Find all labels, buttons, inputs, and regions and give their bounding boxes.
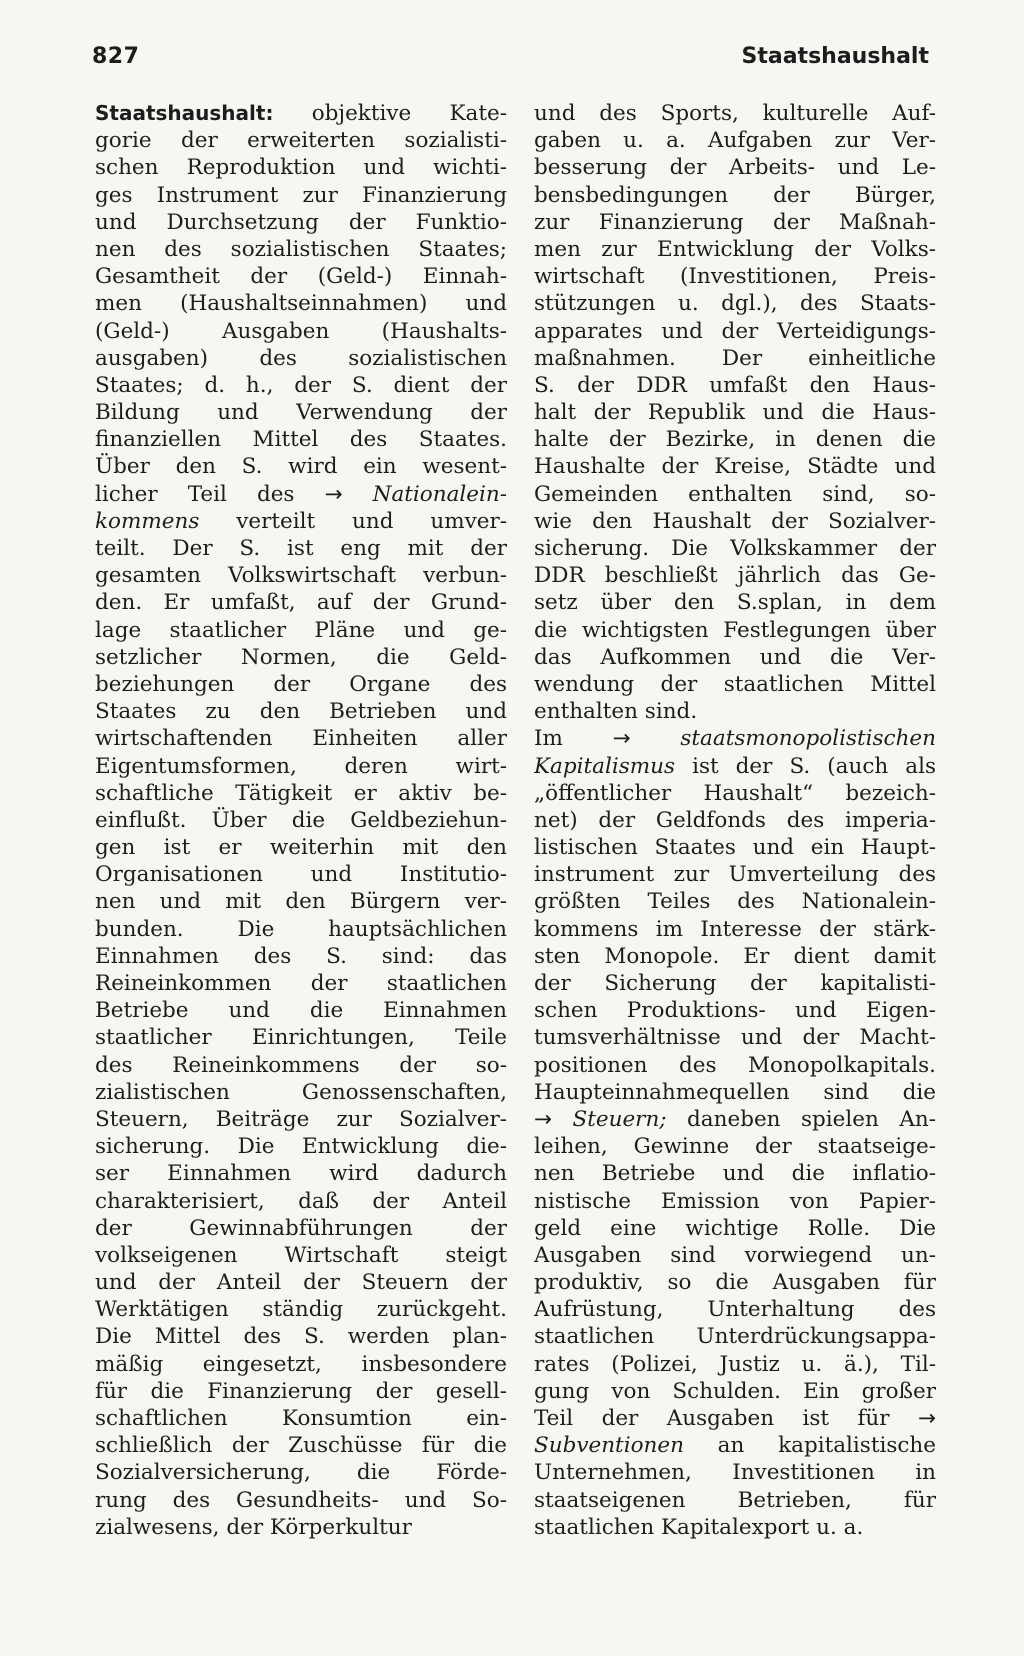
line-text: staatlicher Einrichtungen, Teile	[95, 1025, 507, 1051]
line-text: halte der Bezirke, in denen die	[534, 427, 936, 453]
text-line	[534, 535, 936, 562]
text-line	[534, 1106, 936, 1133]
line-text: zialistischen Genossenschaften,	[95, 1079, 507, 1105]
text-line	[95, 290, 507, 317]
text-line	[534, 318, 936, 345]
text-line	[534, 508, 936, 535]
text-line	[534, 644, 936, 671]
line-text: staatseigenen Betrieben, für	[534, 1487, 936, 1513]
line-text: (Geld-) Ausgaben (Haushalts-	[95, 318, 507, 344]
cross-reference-term: staatsmonopolistischen	[630, 726, 936, 752]
text-line	[95, 1133, 507, 1160]
line-text: schen Produktions- und Eigen-	[534, 998, 936, 1024]
line-text: Unternehmen, Investitionen in	[534, 1460, 936, 1486]
text-line	[95, 1514, 507, 1541]
text-line	[95, 834, 507, 861]
running-title: Staatshaushalt	[741, 44, 929, 69]
text-line	[534, 345, 936, 372]
text-line	[95, 1215, 507, 1242]
text-line	[95, 644, 507, 671]
line-text: der Sicherung der kapitalisti-	[534, 971, 936, 996]
text-line	[534, 943, 936, 970]
text-line	[534, 698, 936, 725]
line-text: Gemeinden enthalten sind, so-	[534, 481, 936, 507]
line-text: Aufrüstung, Unterhaltung des	[534, 1297, 936, 1323]
running-header	[92, 44, 929, 84]
line-text: Im	[534, 726, 613, 752]
line-text: wendung der staatlichen Mittel	[534, 671, 936, 697]
text-line	[95, 671, 507, 698]
line-text: sicherung. Die Volkskammer der	[534, 536, 936, 561]
line-text: nistische Emission von Papier-	[534, 1188, 936, 1214]
line-text: stützungen u. dgl.), des Staats-	[534, 291, 936, 317]
line-text: licher Teil des	[95, 481, 325, 507]
text-line	[95, 1296, 507, 1323]
line-text: schließlich der Zuschüsse für die	[95, 1433, 507, 1459]
text-line	[95, 481, 507, 508]
text-line	[95, 1079, 507, 1106]
text-line	[95, 970, 507, 997]
line-text: sten Monopole. Er dient damit	[534, 943, 936, 969]
line-text: schaftliche Tätigkeit er aktiv be-	[95, 780, 507, 806]
line-text: besserung der Arbeits- und Le-	[534, 155, 936, 181]
text-line	[95, 780, 507, 807]
text-line	[534, 372, 936, 399]
line-text: produktiv, so die Ausgaben für	[534, 1270, 936, 1296]
text-line	[534, 1242, 936, 1269]
line-text: Werktätigen ständig zurückgeht.	[95, 1297, 507, 1323]
text-line	[95, 154, 507, 181]
line-text: Haupteinnahmequellen sind die	[534, 1079, 936, 1105]
line-text: ist der S. (auch als	[675, 753, 936, 779]
line-text: zur Finanzierung der Maßnah-	[534, 209, 936, 235]
text-line	[95, 372, 507, 399]
line-text: sicherung. Die Entwicklung die-	[95, 1134, 507, 1160]
line-text: Einnahmen des S. sind: das	[95, 943, 507, 969]
text-line	[95, 1351, 507, 1378]
line-text: finanziellen Mittel des Staates.	[95, 427, 507, 453]
line-text: Reineinkommen der staatlichen	[95, 971, 507, 996]
text-line	[95, 1323, 507, 1350]
text-line	[95, 1487, 507, 1514]
text-line	[95, 426, 507, 453]
line-text: gaben u. a. Aufgaben zur Ver-	[534, 128, 936, 154]
line-text: schaftlichen Konsumtion ein-	[95, 1406, 507, 1431]
line-text: tumsverhältnisse und der Macht-	[534, 1025, 936, 1051]
text-line	[534, 1079, 936, 1106]
text-line	[95, 589, 507, 616]
line-text: schen Reproduktion und wichti-	[95, 155, 507, 181]
line-text: „öffentlicher Haushalt“ bezeich-	[534, 780, 936, 806]
line-text: teilt. Der S. ist eng mit der	[95, 536, 507, 561]
line-text: staatlichen Unterdrückungsappa-	[534, 1324, 936, 1350]
text-line	[95, 508, 507, 535]
text-line	[534, 725, 936, 752]
cross-reference-term: Subventionen	[534, 1433, 684, 1459]
text-line	[95, 1188, 507, 1215]
text-line	[534, 1459, 936, 1486]
line-text: nen und mit den Bürgern ver-	[95, 889, 507, 915]
line-text: bensbedingungen der Bürger,	[534, 182, 936, 208]
line-text: objektive Kate-	[273, 101, 507, 126]
text-line	[534, 1160, 936, 1187]
line-text: S. der DDR umfaßt den Haus-	[534, 372, 936, 398]
line-text: men zur Entwicklung der Volks-	[534, 236, 936, 262]
line-text: net) der Geldfonds des imperia-	[534, 807, 936, 833]
text-line	[95, 1052, 507, 1079]
line-text: den. Er umfaßt, auf der Grund-	[95, 590, 507, 616]
line-text: Eigentumsformen, deren wirt-	[95, 753, 507, 779]
text-line	[534, 154, 936, 181]
text-line	[95, 562, 507, 589]
line-text: maßnahmen. Der einheitliche	[534, 345, 936, 371]
line-text: rung des Gesundheits- und So-	[95, 1487, 507, 1513]
line-text: apparates und der Verteidigungs-	[534, 318, 936, 344]
text-line	[534, 671, 936, 698]
text-line	[534, 1296, 936, 1323]
line-text: listischen Staates und ein Haupt-	[534, 835, 936, 861]
text-line	[534, 997, 936, 1024]
line-text: daneben spielen An-	[666, 1106, 936, 1132]
text-line	[95, 997, 507, 1024]
text-line	[95, 1269, 507, 1296]
cross-reference-term: Nationalein-	[342, 481, 507, 507]
line-text: wie den Haushalt der Sozialver-	[534, 508, 936, 534]
line-text: Sozialversicherung, die Förde-	[95, 1460, 507, 1486]
line-text: nen Betriebe und die inflatio-	[534, 1161, 936, 1187]
text-line	[534, 1269, 936, 1296]
text-line	[534, 916, 936, 943]
line-text: positionen des Monopolkapitals.	[534, 1052, 936, 1078]
text-line	[95, 1459, 507, 1486]
text-line	[95, 617, 507, 644]
text-line	[534, 481, 936, 508]
text-line	[534, 1514, 936, 1541]
text-line	[95, 100, 507, 127]
text-line	[534, 1323, 936, 1350]
line-text: an kapitalistische	[683, 1433, 936, 1459]
text-line	[534, 589, 936, 616]
cross-reference-term: kommens	[95, 508, 200, 534]
text-line	[95, 1024, 507, 1051]
line-text: zialwesens, der Körperkultur	[95, 1514, 412, 1540]
line-text: Bildung und Verwendung der	[95, 400, 507, 426]
text-line	[95, 698, 507, 725]
text-line	[534, 780, 936, 807]
line-text: Staates; d. h., der S. dient der	[95, 372, 507, 398]
line-text: ges Instrument zur Finanzierung	[95, 182, 507, 208]
text-line	[534, 209, 936, 236]
text-line	[95, 399, 507, 426]
line-text: leihen, Gewinne der staatseige-	[534, 1134, 936, 1160]
line-text: lage staatlicher Pläne und ge-	[95, 617, 507, 643]
text-line	[534, 1133, 936, 1160]
text-line	[95, 1106, 507, 1133]
line-text: Staates zu den Betrieben und	[95, 699, 507, 725]
text-line	[534, 1188, 936, 1215]
line-text: instrument zur Umverteilung des	[534, 862, 936, 888]
see-reference-arrow-icon: →	[612, 726, 631, 752]
line-text: und Durchsetzung der Funktio-	[95, 209, 507, 235]
text-line	[534, 182, 936, 209]
line-text: gesamten Volkswirtschaft verbun-	[95, 563, 507, 589]
line-text: Teil der Ausgaben ist für	[534, 1406, 918, 1431]
line-text: Über den S. wird ein wesent-	[95, 454, 507, 480]
text-line	[95, 916, 507, 943]
text-line	[95, 1378, 507, 1405]
text-line	[534, 970, 936, 997]
text-line	[534, 100, 936, 127]
see-reference-arrow-icon: →	[917, 1406, 936, 1431]
text-line	[95, 345, 507, 372]
line-text: bunden. Die hauptsächlichen	[95, 916, 507, 942]
text-line	[534, 888, 936, 915]
text-line	[95, 888, 507, 915]
text-line	[95, 1405, 507, 1432]
text-line	[534, 1432, 936, 1459]
see-reference-arrow-icon: →	[324, 481, 343, 507]
text-line	[95, 318, 507, 345]
left-text-column	[95, 100, 507, 1541]
text-line	[95, 753, 507, 780]
cross-reference-term: Kapitalismus	[534, 753, 676, 779]
text-line	[95, 861, 507, 888]
line-text: gorie der erweiterten sozialisti-	[95, 128, 507, 154]
text-line	[95, 943, 507, 970]
line-text: rates (Polizei, Justiz u. ä.), Til-	[534, 1351, 936, 1377]
text-line	[534, 1052, 936, 1079]
text-line	[95, 1432, 507, 1459]
text-line	[534, 290, 936, 317]
page-number: 827	[92, 44, 140, 69]
text-line	[534, 1487, 936, 1514]
cross-reference-term: Steuern;	[552, 1106, 667, 1132]
line-text: DDR beschließt jährlich das Ge-	[534, 563, 936, 589]
text-line	[534, 834, 936, 861]
line-text: ausgaben) des sozialistischen	[95, 345, 507, 371]
text-line	[534, 127, 936, 154]
text-line	[534, 753, 936, 780]
line-text: mäßig eingesetzt, insbesondere	[95, 1351, 507, 1377]
line-text: nen des sozialistischen Staates;	[95, 236, 507, 262]
line-text: der Gewinnabführungen der	[95, 1215, 507, 1241]
line-text: Betriebe und die Einnahmen	[95, 998, 507, 1024]
text-line	[95, 1160, 507, 1187]
see-reference-arrow-icon: →	[534, 1106, 553, 1132]
line-text: Haushalte der Kreise, Städte und	[534, 454, 936, 480]
line-text: setzlicher Normen, die Geld-	[95, 644, 507, 670]
line-text: für die Finanzierung der gesell-	[95, 1378, 507, 1404]
line-text: Organisationen und Institutio-	[95, 862, 507, 888]
line-text: beziehungen der Organe des	[95, 671, 507, 697]
text-line	[534, 426, 936, 453]
line-text: gen ist er weiterhin mit den	[95, 835, 507, 861]
line-text: men (Haushaltseinnahmen) und	[95, 291, 507, 317]
line-text: halt der Republik und die Haus-	[534, 400, 936, 426]
line-text: setz über den S.splan, in dem	[534, 590, 936, 616]
line-text: volkseigenen Wirtschaft steigt	[95, 1242, 507, 1268]
text-line	[534, 1378, 936, 1405]
line-text: wirtschaftenden Einheiten aller	[95, 726, 507, 752]
line-text: staatlichen Kapitalexport u. a.	[534, 1514, 864, 1540]
line-text: wirtschaft (Investitionen, Preis-	[534, 264, 936, 290]
text-line	[534, 1215, 936, 1242]
text-line	[95, 209, 507, 236]
line-text: gung von Schulden. Ein großer	[534, 1378, 936, 1404]
text-line	[95, 263, 507, 290]
text-line	[95, 127, 507, 154]
line-text: größten Teiles des Nationalein-	[534, 889, 936, 915]
line-text: und des Sports, kulturelle Auf-	[534, 101, 936, 126]
line-text: und der Anteil der Steuern der	[95, 1270, 507, 1296]
text-line	[95, 535, 507, 562]
text-line	[534, 1405, 936, 1432]
line-text: die wichtigsten Festlegungen über	[534, 617, 936, 643]
text-line	[534, 807, 936, 834]
line-text: einflußt. Über die Geldbeziehun-	[95, 807, 507, 833]
line-text: Steuern, Beiträge zur Sozialver-	[95, 1106, 507, 1132]
line-text: enthalten sind.	[534, 699, 698, 725]
text-line	[95, 182, 507, 209]
entry-headword: Staatshaushalt:	[95, 101, 274, 125]
text-line	[534, 399, 936, 426]
text-line	[534, 263, 936, 290]
text-line	[534, 236, 936, 263]
text-line	[95, 807, 507, 834]
line-text: des Reineinkommens der so-	[95, 1052, 507, 1078]
line-text: geld eine wichtige Rolle. Die	[534, 1215, 936, 1241]
text-line	[95, 725, 507, 752]
text-line	[95, 453, 507, 480]
text-line	[95, 236, 507, 263]
text-line	[95, 1242, 507, 1269]
line-text: kommens im Interesse der stärk-	[534, 916, 936, 942]
text-line	[534, 562, 936, 589]
line-text: Gesamtheit der (Geld-) Einnah-	[95, 264, 507, 290]
line-text: verteilt und umver-	[199, 508, 507, 534]
line-text: charakterisiert, daß der Anteil	[95, 1188, 507, 1214]
text-line	[534, 1024, 936, 1051]
text-line	[534, 617, 936, 644]
line-text: das Aufkommen und die Ver-	[534, 644, 936, 670]
text-line	[534, 1351, 936, 1378]
line-text: Die Mittel des S. werden plan-	[95, 1324, 507, 1350]
line-text: ser Einnahmen wird dadurch	[95, 1161, 507, 1187]
text-line	[534, 861, 936, 888]
text-line	[534, 453, 936, 480]
right-text-column	[534, 100, 936, 1541]
line-text: Ausgaben sind vorwiegend un-	[534, 1242, 936, 1268]
